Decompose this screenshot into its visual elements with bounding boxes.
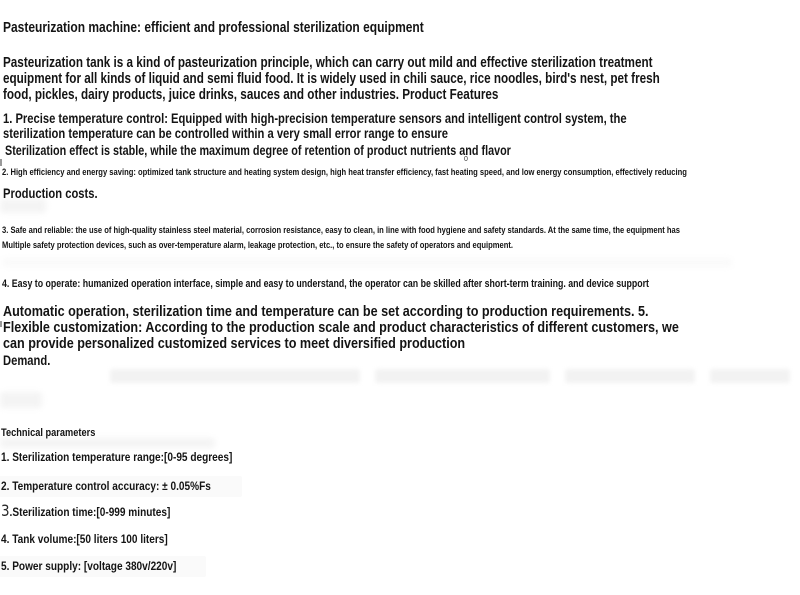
feature-point-3 (2, 225, 800, 252)
feature-5-line: Automatic operation, sterilization time and temperature can be set according to production requirements. 5. (3, 303, 649, 320)
intro-paragraph (3, 55, 800, 103)
feature-point-1 (3, 111, 783, 140)
ghost-blob-above-item1 (0, 438, 215, 448)
feature-5-line: Flexible customization: According to the production scale and product characteristics of different customers, we (3, 319, 679, 336)
page-title (3, 20, 529, 36)
ghost-band-segment (110, 369, 360, 383)
ghost-band-segment (375, 369, 550, 383)
feature-point-5 (3, 304, 800, 352)
technical-heading-text: Technical parameters (1, 427, 96, 439)
intro-line: equipment for all kinds of liquid and semi fluid food. It is widely used in chili sauce, rice noodles, bird's nest, pet fresh (3, 70, 660, 87)
technical-item-label: 2. Temperature control accuracy: ± 0.05%Fs (1, 479, 211, 493)
intro-line: Pasteurization tank is a kind of pasteurization principle, which can carry out mild and effective sterilization treatment (3, 54, 653, 71)
intro-line: food, pickles, dairy products, juice drinks, sauces and other industries. Product Features (3, 86, 499, 103)
feature-point-2 (2, 167, 800, 179)
feature-4-line: 4. Easy to operate: humanized operation interface, simple and easy to understand, the operator can be skilled after short-term training. and device support (2, 278, 649, 290)
technical-item-label: 4. Tank volume:[50 liters 100 liters] (1, 532, 168, 546)
technical-parameters-heading (1, 427, 113, 439)
feature-5-end-line: Demand. (3, 352, 51, 368)
feature-2-cont-line: Production costs. (3, 185, 98, 201)
feature-3-line: 3. Safe and reliable: the use of high-quality stainless steel material, corrosion resistance, easy to clean, in line with food hygiene and safety standards. At the same time, the equipment has (2, 225, 680, 236)
feature-1-cont-line: Sterilization effect is stable, while the maximum degree of retention of product nutrients and flavor (5, 143, 511, 158)
feature-1-line: sterilization temperature can be controlled within a very small error range to ensure (3, 124, 449, 141)
feature-3-line: Multiple safety protection devices, such as over-temperature alarm, leakage protection, etc., to ensure the safety of operators and equipment. (2, 240, 514, 251)
ghost-blob-left-bottom (0, 392, 42, 408)
technical-item-3 (1, 501, 203, 520)
technical-item-5 (1, 560, 210, 573)
edge-artifact-tick (0, 159, 2, 166)
superscript-zero-artifact: 0 (464, 156, 468, 163)
technical-item-3-thin-numeral: 3 (1, 501, 10, 520)
ghost-band-segment (710, 369, 790, 383)
technical-item-label: .Sterilization time:[0-999 minutes] (9, 505, 171, 519)
technical-item-1 (1, 451, 276, 464)
feature-5-line: can provide personalized customized services to meet diversified production (3, 335, 466, 352)
feature-point-1-continuation (5, 144, 637, 158)
technical-item-2 (1, 480, 251, 493)
feature-2-line: 2. High efficiency and energy saving: optimized tank structure and heating system design, high heat transfer efficiency, fast heating speed, and low energy consumption, effectively reducing (2, 167, 687, 178)
feature-point-5-end (3, 353, 62, 368)
edge-artifact-tick (0, 321, 2, 327)
feature-1-line: 1. Precise temperature control: Equipped with high-precision temperature sensors and intelligent control system, the (3, 110, 627, 126)
ghost-band-segment (565, 369, 695, 383)
feature-point-2-continuation (3, 186, 121, 201)
technical-item-3-row (1, 501, 171, 520)
ghost-blob-left-top (0, 199, 46, 213)
technical-item-label: 5. Power supply: [voltage 380v/220v] (1, 559, 177, 573)
page-title-text: Pasteurization machine: efficient and professional sterilization equipment (3, 19, 424, 36)
feature-point-4 (2, 278, 800, 290)
technical-item-4 (1, 533, 200, 546)
ghost-band-faint (2, 258, 732, 267)
technical-item-label: 1. Sterilization temperature range:[0-95 degrees] (1, 450, 233, 464)
